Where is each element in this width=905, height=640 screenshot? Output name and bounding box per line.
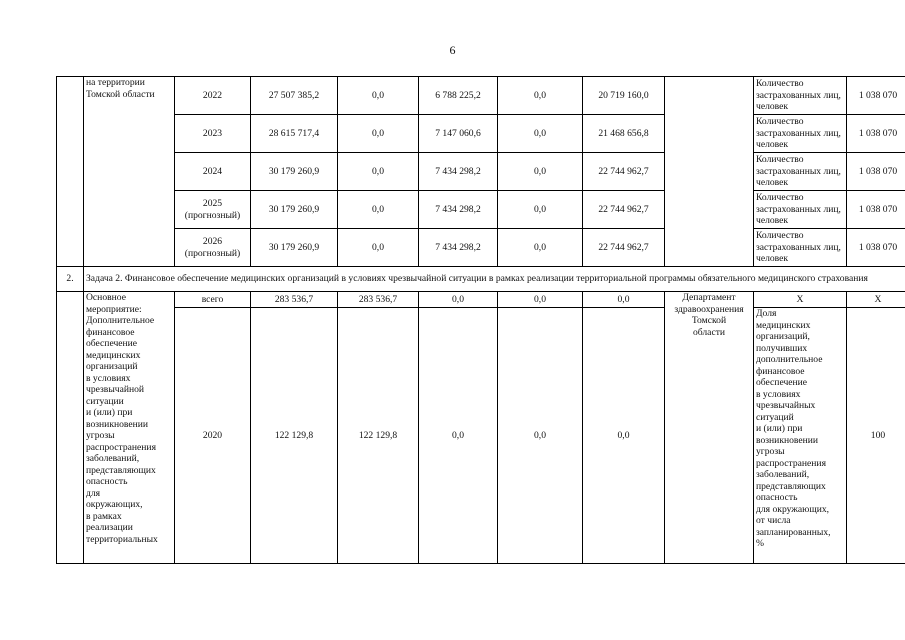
value-cell: 1 038 070	[847, 77, 905, 115]
local-cell: 0,0	[498, 229, 583, 267]
year-cell: 2026 (прогнозный)	[175, 229, 251, 267]
regional-cell: 7 434 298,2	[419, 229, 498, 267]
indicator-cell: Х	[754, 292, 847, 308]
federal-cell: 0,0	[338, 77, 419, 115]
federal-cell: 283 536,7	[338, 292, 419, 308]
local-cell: 0,0	[498, 292, 583, 308]
table-row	[57, 308, 905, 564]
table-row	[57, 77, 905, 115]
value-cell: 1 038 070	[847, 153, 905, 191]
other-cell: 0,0	[583, 292, 665, 308]
value-cell: 1 038 070	[847, 115, 905, 153]
indicator-cell: Количество застрахованных лиц, человек	[754, 191, 847, 229]
indicator-cell: Количество застрахованных лиц, человек	[754, 153, 847, 191]
federal-cell: 122 129,8	[338, 308, 419, 564]
total-cell: 30 179 260,9	[251, 153, 338, 191]
other-cell: 22 744 962,7	[583, 229, 665, 267]
federal-cell: 0,0	[338, 115, 419, 153]
value-cell: 100	[847, 308, 905, 564]
other-cell: 22 744 962,7	[583, 191, 665, 229]
executor-cell	[665, 77, 754, 267]
task-title: Задача 2. Финансовое обеспечение медицинских организаций в условиях чрезвычайной ситуации в рамках реализации территориальной программы обязательного медицинского страхования	[84, 267, 905, 292]
indicator-cell: Количество застрахованных лиц, человек	[754, 229, 847, 267]
year-cell: 2022	[175, 77, 251, 115]
total-cell: 30 179 260,9	[251, 191, 338, 229]
task-row	[57, 267, 905, 292]
local-cell: 0,0	[498, 308, 583, 564]
total-cell: 283 536,7	[251, 292, 338, 308]
table-row	[57, 229, 905, 267]
year-cell: 2024	[175, 153, 251, 191]
federal-cell: 0,0	[338, 229, 419, 267]
value-cell: 1 038 070	[847, 229, 905, 267]
local-cell: 0,0	[498, 77, 583, 115]
event-name-cell: на территории Томской области	[84, 77, 175, 267]
value-cell: Х	[847, 292, 905, 308]
total-cell: 122 129,8	[251, 308, 338, 564]
number-cell	[57, 77, 84, 267]
federal-cell: 0,0	[338, 191, 419, 229]
number-cell	[57, 292, 84, 564]
indicator-cell: Доля медицинских организаций, получивших дополнительное финансовое обеспечение в условиях чрезвычайных ситуаций и (или) при возникновении угрозы распространения заболеваний, представляющих опасность для окружающих, от числа запланированных, %	[754, 308, 847, 564]
program-table	[56, 76, 905, 564]
year-cell: 2023	[175, 115, 251, 153]
page-number: 6	[449, 43, 456, 57]
regional-cell: 7 434 298,2	[419, 153, 498, 191]
year-cell: всего	[175, 292, 251, 308]
total-cell: 30 179 260,9	[251, 229, 338, 267]
total-cell: 28 615 717,4	[251, 115, 338, 153]
event-name-cell: Основное мероприятие: Дополнительное финансовое обеспечение медицинских организаций в условиях чрезвычайной ситуации и (или) при возникновении угрозы распространения заболеваний, представляющих опасность для окружающих, в рамках реализации территориальных	[84, 292, 175, 564]
other-cell: 20 719 160,0	[583, 77, 665, 115]
other-cell: 21 468 656,8	[583, 115, 665, 153]
total-cell: 27 507 385,2	[251, 77, 338, 115]
task-number: 2.	[57, 267, 84, 292]
regional-cell: 7 434 298,2	[419, 191, 498, 229]
regional-cell: 7 147 060,6	[419, 115, 498, 153]
table-row	[57, 153, 905, 191]
regional-cell: 0,0	[419, 308, 498, 564]
regional-cell: 6 788 225,2	[419, 77, 498, 115]
local-cell: 0,0	[498, 115, 583, 153]
year-cell: 2020	[175, 308, 251, 564]
value-cell: 1 038 070	[847, 191, 905, 229]
executor-cell: Департамент здравоохранения Томской области	[665, 292, 754, 564]
table-row	[57, 191, 905, 229]
local-cell: 0,0	[498, 153, 583, 191]
regional-cell: 0,0	[419, 292, 498, 308]
year-cell: 2025 (прогнозный)	[175, 191, 251, 229]
federal-cell: 0,0	[338, 153, 419, 191]
other-cell: 22 744 962,7	[583, 153, 665, 191]
indicator-cell: Количество застрахованных лиц, человек	[754, 77, 847, 115]
other-cell: 0,0	[583, 308, 665, 564]
indicator-cell: Количество застрахованных лиц, человек	[754, 115, 847, 153]
table-row	[57, 115, 905, 153]
table-row	[57, 292, 905, 308]
local-cell: 0,0	[498, 191, 583, 229]
